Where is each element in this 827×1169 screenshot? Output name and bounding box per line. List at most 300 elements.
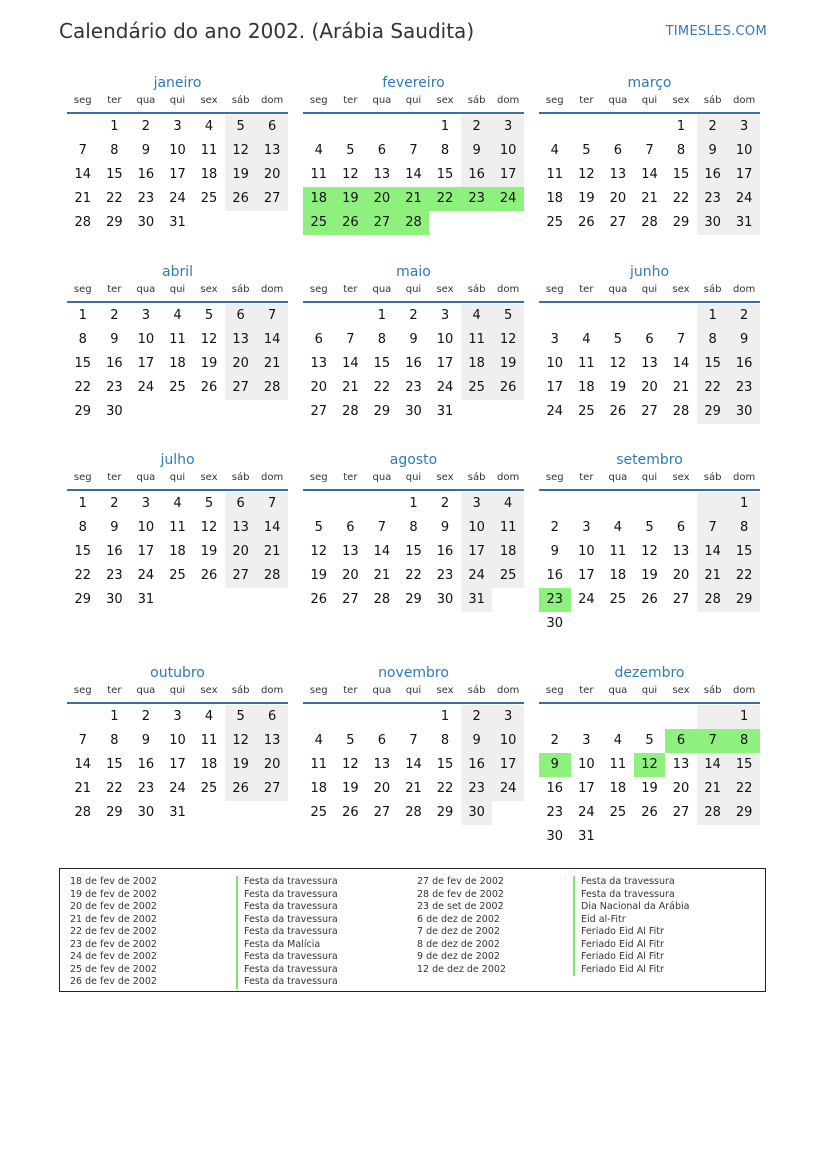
day-cell[interactable]: 16: [728, 352, 760, 376]
day-cell[interactable]: 12: [200, 520, 218, 535]
day-cell[interactable]: 10: [578, 544, 595, 559]
day-cell[interactable]: 24: [728, 187, 760, 211]
day-cell[interactable]: 1: [728, 705, 760, 729]
day-cell[interactable]: 21: [697, 777, 729, 801]
day-cell[interactable]: 14: [342, 356, 359, 371]
day-cell[interactable]: 8: [440, 733, 450, 748]
day-cell[interactable]: 1: [676, 119, 686, 134]
day-cell[interactable]: 1: [440, 709, 450, 724]
day-cell[interactable]: 6: [645, 332, 654, 347]
day-cell[interactable]: 25: [303, 211, 335, 235]
day-cell[interactable]: 16: [405, 356, 422, 371]
day-cell[interactable]: 9: [110, 332, 119, 347]
day-cell[interactable]: 24: [578, 805, 595, 820]
day-cell[interactable]: 4: [492, 492, 524, 516]
day-cell[interactable]: 2: [550, 733, 559, 748]
day-cell[interactable]: 19: [225, 163, 257, 187]
day-cell[interactable]: 9: [409, 332, 418, 347]
day-cell[interactable]: 2: [409, 308, 418, 323]
day-cell[interactable]: 24: [492, 187, 524, 211]
day-cell[interactable]: 31: [728, 211, 760, 235]
day-cell[interactable]: 1: [110, 709, 119, 724]
day-cell[interactable]: 7: [697, 729, 729, 753]
day-cell[interactable]: 29: [106, 805, 123, 820]
day-cell[interactable]: 7: [256, 304, 288, 328]
day-cell[interactable]: 3: [492, 705, 524, 729]
day-cell[interactable]: 30: [405, 404, 422, 419]
day-cell[interactable]: 22: [429, 187, 461, 211]
day-cell[interactable]: 10: [169, 733, 186, 748]
day-cell[interactable]: 4: [314, 143, 323, 158]
day-cell[interactable]: 6: [256, 705, 288, 729]
day-cell[interactable]: 22: [106, 191, 123, 206]
day-cell[interactable]: 25: [461, 376, 493, 400]
day-cell[interactable]: 14: [74, 757, 92, 772]
day-cell[interactable]: 11: [492, 516, 524, 540]
day-cell[interactable]: 29: [106, 215, 123, 230]
day-cell[interactable]: 24: [137, 380, 155, 395]
day-cell[interactable]: 17: [169, 167, 186, 182]
day-cell[interactable]: 30: [546, 829, 564, 844]
day-cell[interactable]: 2: [141, 709, 151, 724]
day-cell[interactable]: 29: [728, 801, 760, 825]
day-cell[interactable]: 10: [461, 516, 493, 540]
day-cell[interactable]: 24: [492, 777, 524, 801]
day-cell[interactable]: 19: [310, 568, 328, 583]
day-cell[interactable]: 2: [550, 520, 559, 535]
day-cell[interactable]: 9: [110, 520, 119, 535]
day-cell[interactable]: 31: [461, 588, 493, 612]
day-cell[interactable]: 20: [310, 380, 328, 395]
day-cell[interactable]: 6: [256, 115, 288, 139]
day-cell[interactable]: 18: [303, 187, 335, 211]
day-cell[interactable]: 3: [728, 115, 760, 139]
day-cell[interactable]: 1: [377, 308, 387, 323]
day-cell[interactable]: 20: [672, 568, 690, 583]
day-cell[interactable]: 5: [225, 705, 257, 729]
day-cell[interactable]: 18: [461, 352, 493, 376]
day-cell[interactable]: 19: [492, 352, 524, 376]
day-cell[interactable]: 14: [256, 516, 288, 540]
day-cell[interactable]: 26: [225, 187, 257, 211]
day-cell[interactable]: 16: [137, 757, 155, 772]
day-cell[interactable]: 29: [728, 588, 760, 612]
day-cell[interactable]: 9: [550, 544, 559, 559]
day-cell[interactable]: 5: [346, 143, 355, 158]
day-cell[interactable]: 21: [405, 781, 422, 796]
day-cell[interactable]: 19: [641, 781, 658, 796]
day-cell[interactable]: 16: [546, 781, 564, 796]
day-cell[interactable]: 11: [461, 328, 493, 352]
day-cell[interactable]: 21: [641, 191, 658, 206]
day-cell[interactable]: 12: [609, 356, 627, 371]
day-cell[interactable]: 19: [342, 781, 359, 796]
day-cell[interactable]: 13: [256, 729, 288, 753]
day-cell[interactable]: 23: [697, 187, 729, 211]
day-cell[interactable]: 11: [546, 167, 564, 182]
day-cell[interactable]: 21: [74, 781, 92, 796]
day-cell[interactable]: 14: [74, 167, 92, 182]
day-cell[interactable]: 19: [225, 753, 257, 777]
day-cell[interactable]: 27: [256, 777, 288, 801]
day-cell[interactable]: 25: [546, 215, 564, 230]
day-cell[interactable]: 5: [225, 115, 257, 139]
day-cell[interactable]: 25: [200, 781, 218, 796]
day-cell[interactable]: 9: [141, 733, 151, 748]
day-cell[interactable]: 28: [74, 805, 92, 820]
day-cell[interactable]: 15: [405, 544, 422, 559]
day-cell[interactable]: 25: [609, 805, 627, 820]
day-cell[interactable]: 25: [200, 191, 218, 206]
day-cell[interactable]: 14: [697, 540, 729, 564]
day-cell[interactable]: 6: [676, 520, 686, 535]
day-cell[interactable]: 29: [74, 592, 92, 607]
day-cell[interactable]: 21: [342, 380, 359, 395]
day-cell[interactable]: 8: [440, 143, 450, 158]
day-cell[interactable]: 23: [539, 588, 571, 612]
day-cell[interactable]: 2: [440, 496, 450, 511]
day-cell[interactable]: 10: [169, 143, 186, 158]
day-cell[interactable]: 5: [204, 308, 214, 323]
day-cell[interactable]: 27: [366, 211, 398, 235]
day-cell[interactable]: 15: [373, 356, 391, 371]
day-cell[interactable]: 13: [225, 516, 257, 540]
day-cell[interactable]: 9: [461, 139, 493, 163]
day-cell[interactable]: 30: [546, 616, 564, 631]
day-cell[interactable]: 1: [440, 119, 450, 134]
day-cell[interactable]: 21: [398, 187, 430, 211]
day-cell[interactable]: 7: [377, 520, 387, 535]
day-cell[interactable]: 27: [609, 215, 627, 230]
day-cell[interactable]: 12: [578, 167, 595, 182]
day-cell[interactable]: 18: [578, 380, 595, 395]
day-cell[interactable]: 3: [141, 308, 151, 323]
day-cell[interactable]: 9: [539, 753, 571, 777]
day-cell[interactable]: 11: [310, 757, 328, 772]
day-cell[interactable]: 27: [672, 592, 690, 607]
day-cell[interactable]: 4: [173, 496, 182, 511]
day-cell[interactable]: 19: [200, 356, 218, 371]
day-cell[interactable]: 18: [169, 544, 186, 559]
day-cell[interactable]: 16: [546, 568, 564, 583]
day-cell[interactable]: 11: [169, 520, 186, 535]
day-cell[interactable]: 2: [697, 115, 729, 139]
day-cell[interactable]: 21: [256, 540, 288, 564]
day-cell[interactable]: 16: [137, 167, 155, 182]
day-cell[interactable]: 10: [578, 757, 595, 772]
day-cell[interactable]: 15: [74, 356, 92, 371]
day-cell[interactable]: 9: [461, 729, 493, 753]
day-cell[interactable]: 30: [461, 801, 493, 825]
day-cell[interactable]: 25: [310, 805, 328, 820]
day-cell[interactable]: 27: [310, 404, 328, 419]
day-cell[interactable]: 14: [641, 167, 658, 182]
day-cell[interactable]: 20: [366, 187, 398, 211]
day-cell[interactable]: 2: [461, 705, 493, 729]
day-cell[interactable]: 12: [641, 544, 658, 559]
day-cell[interactable]: 28: [405, 805, 422, 820]
day-cell[interactable]: 15: [106, 167, 123, 182]
day-cell[interactable]: 26: [578, 215, 595, 230]
day-cell[interactable]: 3: [173, 119, 182, 134]
day-cell[interactable]: 11: [609, 757, 627, 772]
day-cell[interactable]: 18: [200, 167, 218, 182]
day-cell[interactable]: 26: [641, 592, 658, 607]
day-cell[interactable]: 26: [335, 211, 367, 235]
day-cell[interactable]: 27: [225, 376, 257, 400]
day-cell[interactable]: 8: [78, 332, 87, 347]
day-cell[interactable]: 23: [461, 777, 493, 801]
day-cell[interactable]: 13: [310, 356, 328, 371]
day-cell[interactable]: 24: [578, 592, 595, 607]
day-cell[interactable]: 17: [137, 356, 155, 371]
day-cell[interactable]: 29: [74, 404, 92, 419]
day-cell[interactable]: 23: [106, 380, 123, 395]
day-cell[interactable]: 1: [78, 308, 87, 323]
day-cell[interactable]: 25: [169, 380, 186, 395]
day-cell[interactable]: 24: [436, 380, 454, 395]
day-cell[interactable]: 18: [609, 568, 627, 583]
day-cell[interactable]: 11: [169, 332, 186, 347]
day-cell[interactable]: 11: [200, 733, 218, 748]
day-cell[interactable]: 13: [342, 544, 359, 559]
day-cell[interactable]: 4: [173, 308, 182, 323]
day-cell[interactable]: 22: [697, 376, 729, 400]
day-cell[interactable]: 22: [728, 564, 760, 588]
day-cell[interactable]: 14: [405, 167, 422, 182]
day-cell[interactable]: 10: [492, 139, 524, 163]
day-cell[interactable]: 29: [672, 215, 690, 230]
day-cell[interactable]: 17: [436, 356, 454, 371]
day-cell[interactable]: 22: [728, 777, 760, 801]
day-cell[interactable]: 18: [310, 781, 328, 796]
day-cell[interactable]: 3: [582, 733, 591, 748]
day-cell[interactable]: 30: [436, 592, 454, 607]
day-cell[interactable]: 2: [141, 119, 151, 134]
day-cell[interactable]: 19: [609, 380, 627, 395]
day-cell[interactable]: 2: [461, 115, 493, 139]
day-cell[interactable]: 26: [641, 805, 658, 820]
day-cell[interactable]: 24: [461, 564, 493, 588]
day-cell[interactable]: 23: [436, 568, 454, 583]
day-cell[interactable]: 20: [641, 380, 658, 395]
day-cell[interactable]: 7: [409, 143, 418, 158]
day-cell[interactable]: 12: [225, 729, 257, 753]
day-cell[interactable]: 7: [78, 143, 87, 158]
day-cell[interactable]: 12: [342, 757, 359, 772]
day-cell[interactable]: 17: [137, 544, 155, 559]
day-cell[interactable]: 8: [110, 733, 119, 748]
day-cell[interactable]: 17: [546, 380, 564, 395]
day-cell[interactable]: 9: [141, 143, 151, 158]
day-cell[interactable]: 13: [373, 167, 391, 182]
day-cell[interactable]: 27: [342, 592, 359, 607]
day-cell[interactable]: 1: [78, 496, 87, 511]
day-cell[interactable]: 14: [672, 356, 690, 371]
day-cell[interactable]: 15: [436, 167, 454, 182]
day-cell[interactable]: 3: [550, 332, 559, 347]
day-cell[interactable]: 31: [169, 215, 186, 230]
day-cell[interactable]: 23: [546, 805, 564, 820]
day-cell[interactable]: 20: [225, 540, 257, 564]
day-cell[interactable]: 26: [200, 380, 218, 395]
day-cell[interactable]: 6: [377, 733, 387, 748]
day-cell[interactable]: 3: [492, 115, 524, 139]
day-cell[interactable]: 30: [697, 211, 729, 235]
day-cell[interactable]: 12: [225, 139, 257, 163]
day-cell[interactable]: 4: [204, 119, 214, 134]
day-cell[interactable]: 11: [310, 167, 328, 182]
day-cell[interactable]: 23: [137, 191, 155, 206]
day-cell[interactable]: 28: [373, 592, 391, 607]
day-cell[interactable]: 2: [728, 304, 760, 328]
day-cell[interactable]: 20: [672, 781, 690, 796]
day-cell[interactable]: 18: [169, 356, 186, 371]
day-cell[interactable]: 28: [256, 376, 288, 400]
day-cell[interactable]: 5: [613, 332, 623, 347]
day-cell[interactable]: 1: [110, 119, 119, 134]
day-cell[interactable]: 3: [440, 308, 450, 323]
day-cell[interactable]: 4: [550, 143, 559, 158]
day-cell[interactable]: 22: [74, 380, 92, 395]
day-cell[interactable]: 21: [373, 568, 391, 583]
day-cell[interactable]: 2: [110, 308, 119, 323]
day-cell[interactable]: 4: [582, 332, 591, 347]
day-cell[interactable]: 26: [225, 777, 257, 801]
day-cell[interactable]: 28: [641, 215, 658, 230]
day-cell[interactable]: 17: [578, 568, 595, 583]
day-cell[interactable]: 28: [256, 564, 288, 588]
day-cell[interactable]: 20: [256, 163, 288, 187]
day-cell[interactable]: 14: [373, 544, 391, 559]
day-cell[interactable]: 10: [137, 520, 155, 535]
day-cell[interactable]: 12: [342, 167, 359, 182]
day-cell[interactable]: 17: [461, 540, 493, 564]
day-cell[interactable]: 10: [728, 139, 760, 163]
day-cell[interactable]: 15: [697, 352, 729, 376]
day-cell[interactable]: 6: [377, 143, 387, 158]
day-cell[interactable]: 17: [169, 757, 186, 772]
day-cell[interactable]: 14: [256, 328, 288, 352]
day-cell[interactable]: 28: [74, 215, 92, 230]
day-cell[interactable]: 24: [546, 404, 564, 419]
day-cell[interactable]: 16: [106, 356, 123, 371]
day-cell[interactable]: 10: [436, 332, 454, 347]
day-cell[interactable]: 29: [405, 592, 422, 607]
day-cell[interactable]: 26: [310, 592, 328, 607]
day-cell[interactable]: 15: [436, 757, 454, 772]
day-cell[interactable]: 6: [225, 304, 257, 328]
day-cell[interactable]: 21: [672, 380, 690, 395]
day-cell[interactable]: 19: [200, 544, 218, 559]
day-cell[interactable]: 6: [314, 332, 323, 347]
day-cell[interactable]: 20: [225, 352, 257, 376]
day-cell[interactable]: 23: [728, 376, 760, 400]
day-cell[interactable]: 17: [492, 753, 524, 777]
day-cell[interactable]: 1: [409, 496, 418, 511]
day-cell[interactable]: 8: [110, 143, 119, 158]
day-cell[interactable]: 3: [141, 496, 151, 511]
day-cell[interactable]: 4: [613, 520, 623, 535]
day-cell[interactable]: 30: [728, 400, 760, 424]
day-cell[interactable]: 20: [373, 781, 391, 796]
day-cell[interactable]: 17: [492, 163, 524, 187]
day-cell[interactable]: 8: [409, 520, 418, 535]
day-cell[interactable]: 7: [697, 516, 729, 540]
day-cell[interactable]: 7: [676, 332, 686, 347]
day-cell[interactable]: 2: [110, 496, 119, 511]
day-cell[interactable]: 15: [672, 167, 690, 182]
day-cell[interactable]: 13: [672, 757, 690, 772]
day-cell[interactable]: 6: [613, 143, 623, 158]
day-cell[interactable]: 5: [492, 304, 524, 328]
day-cell[interactable]: 18: [492, 540, 524, 564]
day-cell[interactable]: 7: [645, 143, 654, 158]
day-cell[interactable]: 25: [609, 592, 627, 607]
day-cell[interactable]: 4: [613, 733, 623, 748]
day-cell[interactable]: 27: [225, 564, 257, 588]
day-cell[interactable]: 23: [137, 781, 155, 796]
day-cell[interactable]: 10: [546, 356, 564, 371]
day-cell[interactable]: 26: [492, 376, 524, 400]
day-cell[interactable]: 30: [137, 805, 155, 820]
day-cell[interactable]: 27: [641, 404, 658, 419]
day-cell[interactable]: 22: [106, 781, 123, 796]
day-cell[interactable]: 18: [609, 781, 627, 796]
day-cell[interactable]: 14: [405, 757, 422, 772]
day-cell[interactable]: 31: [169, 805, 186, 820]
day-cell[interactable]: 13: [609, 167, 627, 182]
day-cell[interactable]: 19: [578, 191, 595, 206]
day-cell[interactable]: 12: [200, 332, 218, 347]
day-cell[interactable]: 22: [436, 781, 454, 796]
day-cell[interactable]: 13: [256, 139, 288, 163]
day-cell[interactable]: 28: [342, 404, 359, 419]
day-cell[interactable]: 14: [697, 753, 729, 777]
day-cell[interactable]: 12: [310, 544, 328, 559]
day-cell[interactable]: 4: [314, 733, 323, 748]
day-cell[interactable]: 25: [169, 568, 186, 583]
day-cell[interactable]: 21: [74, 191, 92, 206]
day-cell[interactable]: 16: [461, 163, 493, 187]
day-cell[interactable]: 3: [173, 709, 182, 724]
day-cell[interactable]: 15: [106, 757, 123, 772]
day-cell[interactable]: 27: [256, 187, 288, 211]
day-cell[interactable]: 1: [728, 492, 760, 516]
day-cell[interactable]: 6: [665, 729, 697, 753]
day-cell[interactable]: 29: [697, 400, 729, 424]
day-cell[interactable]: 11: [578, 356, 595, 371]
day-cell[interactable]: 5: [204, 496, 214, 511]
day-cell[interactable]: 10: [492, 729, 524, 753]
day-cell[interactable]: 22: [672, 191, 690, 206]
day-cell[interactable]: 22: [373, 380, 391, 395]
day-cell[interactable]: 31: [137, 592, 155, 607]
day-cell[interactable]: 11: [609, 544, 627, 559]
day-cell[interactable]: 11: [200, 143, 218, 158]
day-cell[interactable]: 12: [492, 328, 524, 352]
day-cell[interactable]: 20: [256, 753, 288, 777]
day-cell[interactable]: 8: [728, 729, 760, 753]
day-cell[interactable]: 16: [461, 753, 493, 777]
day-cell[interactable]: 21: [697, 564, 729, 588]
day-cell[interactable]: 24: [137, 568, 155, 583]
day-cell[interactable]: 19: [335, 187, 367, 211]
day-cell[interactable]: 28: [697, 588, 729, 612]
day-cell[interactable]: 6: [346, 520, 355, 535]
day-cell[interactable]: 26: [609, 404, 627, 419]
brand-logo-text[interactable]: TIMESLES.COM: [665, 24, 767, 39]
